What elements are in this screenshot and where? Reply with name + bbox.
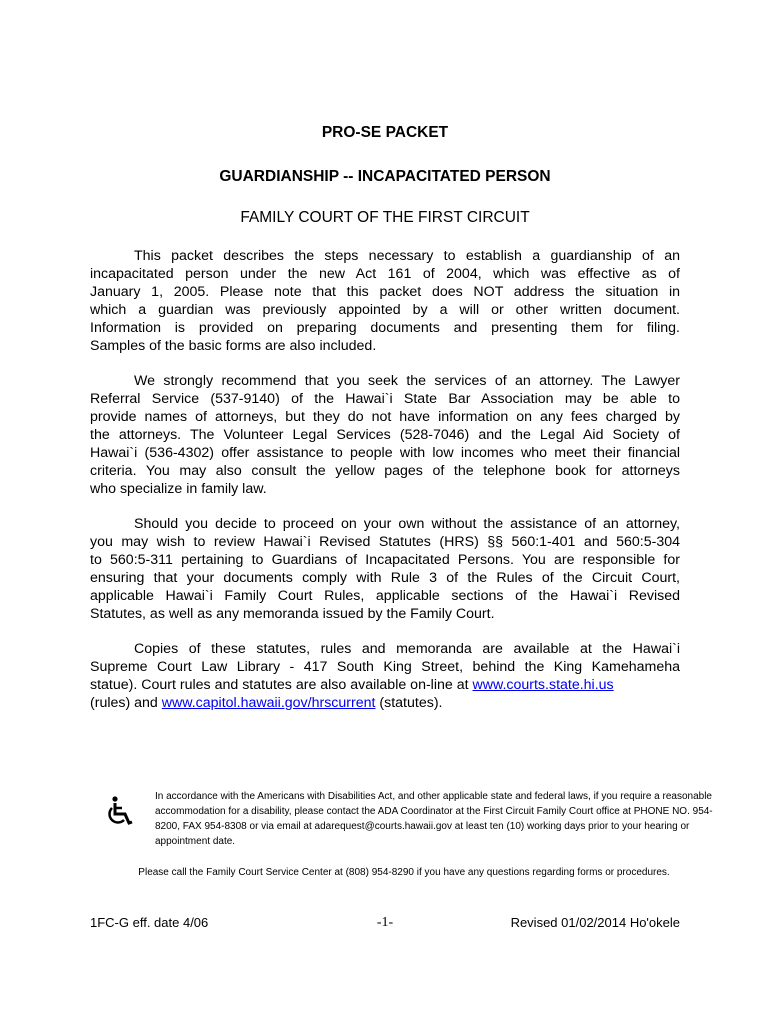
page-title: PRO-SE PACKET bbox=[321, 124, 449, 141]
paragraph-line: January 1, 2005. Please note that this packet does NOT address the situation in bbox=[90, 284, 680, 300]
paragraph-resources bbox=[90, 640, 680, 712]
ada-line: appointment date. bbox=[155, 836, 236, 847]
paragraph-line: Should you decide to proceed on your own without the assistance of an attorney, bbox=[134, 516, 680, 532]
hrs-link[interactable]: www.capitol.hawaii.gov/hrscurrent bbox=[161, 695, 376, 711]
paragraph-attorney bbox=[90, 372, 680, 498]
service-center-note: Please call the Family Court Service Center at (808) 954-8290 if you have any questions regarding forms or procedures. bbox=[138, 867, 670, 878]
paragraph-line bbox=[90, 694, 680, 712]
paragraph-line: ensuring that your documents comply with Rule 3 of the Rules of the Circuit Court, bbox=[90, 570, 680, 586]
paragraph-line: We strongly recommend that you seek the services of an attorney. The Lawyer bbox=[134, 373, 680, 389]
paragraph-line: Referral Service (537-9140) of the Hawai`i State Bar Association may be able to bbox=[90, 391, 680, 407]
paragraph-line: to 560:5-311 pertaining to Guardians of Incapacitated Persons. You are responsible for bbox=[90, 552, 680, 568]
paragraph-line: Supreme Court Law Library - 417 South King Street, behind the King Kamehameha bbox=[90, 659, 680, 675]
paragraph-line: which a guardian was previously appointed by a will or other written document. bbox=[90, 302, 680, 318]
paragraph-line bbox=[90, 676, 680, 694]
footer-revision: Revised 01/02/2014 Ho'okele bbox=[510, 915, 680, 930]
paragraph-line: Samples of the basic forms are also included. bbox=[90, 338, 377, 354]
ada-line: 8200, FAX 954-8308 or via email at adarequest@courts.hawaii.gov at least ten (10) working days prior to your hearing or bbox=[155, 821, 690, 832]
wheelchair-icon bbox=[104, 795, 136, 827]
paragraph-line: you may wish to review Hawai`i Revised Statutes (HRS) §§ 560:1-401 and 560:5-304 bbox=[90, 534, 680, 550]
courts-link[interactable]: www.courts.state.hi.us bbox=[472, 677, 614, 693]
court-name: FAMILY COURT OF THE FIRST CIRCUIT bbox=[240, 209, 530, 226]
footer-form-id: 1FC-G eff. date 4/06 bbox=[90, 915, 209, 930]
ada-line: accommodation for a disability, please contact the ADA Coordinator at the First Circuit Family Court office at PHONE NO. 954- bbox=[155, 806, 713, 817]
paragraph-line: Statutes, as well as any memoranda issued by the Family Court. bbox=[90, 606, 495, 622]
paragraph-line: Copies of these statutes, rules and memoranda are available at the Hawai`i bbox=[134, 641, 680, 657]
line-text: (rules) and bbox=[90, 695, 162, 711]
page-subtitle: GUARDIANSHIP -- INCAPACITATED PERSON bbox=[219, 168, 551, 185]
paragraph-line: Information is provided on preparing documents and presenting them for filing. bbox=[90, 320, 680, 336]
paragraph-intro bbox=[90, 247, 680, 355]
paragraph-line: who specialize in family law. bbox=[90, 481, 267, 497]
line-text: (statutes). bbox=[375, 695, 443, 711]
page-number: -1- bbox=[376, 915, 394, 930]
paragraph-self-representation bbox=[90, 515, 680, 623]
paragraph-line: applicable Hawai`i Family Court Rules, applicable sections of the Hawai`i Revised bbox=[90, 588, 680, 604]
paragraph-line: Hawai`i (536-4302) offer assistance to people with low incomes who meet their financial bbox=[90, 445, 680, 461]
ada-line: In accordance with the Americans with Disabilities Act, and other applicable state and federal laws, if you require a reasonable bbox=[155, 791, 712, 802]
line-text: statue). Court rules and statutes are also available on-line at bbox=[90, 677, 473, 693]
paragraph-line: the attorneys. The Volunteer Legal Services (528-7046) and the Legal Aid Society of bbox=[90, 427, 680, 443]
paragraph-line: This packet describes the steps necessary to establish a guardianship of an bbox=[134, 248, 680, 264]
paragraph-line: criteria. You may also consult the yellow pages of the telephone book for attorneys bbox=[90, 463, 680, 479]
ada-notice bbox=[155, 789, 713, 849]
paragraph-line: provide names of attorneys, but they do not have information on any fees charged by bbox=[90, 409, 680, 425]
paragraph-line: incapacitated person under the new Act 161 of 2004, which was effective as of bbox=[90, 266, 680, 282]
